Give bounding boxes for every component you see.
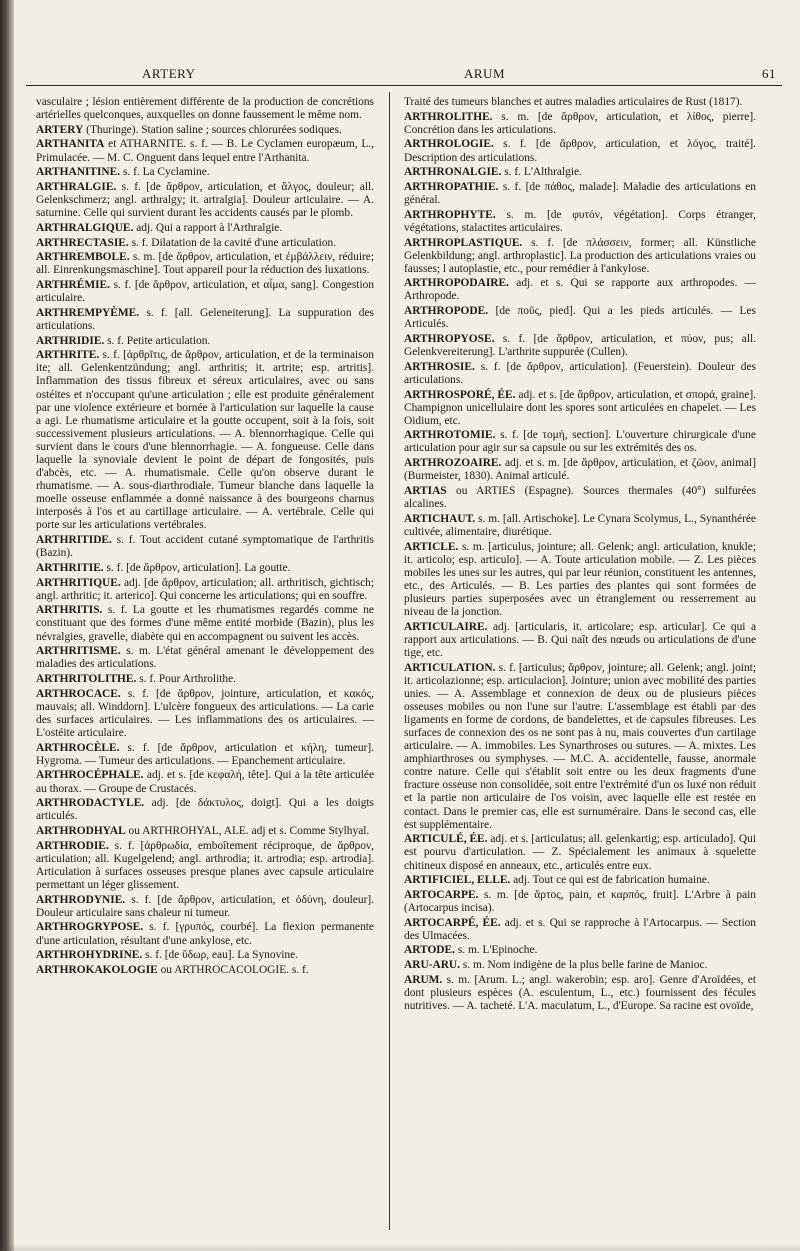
- entry-definition: s. f. [ἀρθρωδία, emboîtement réciproque, de ἄρθρον, articulation; all. Kugelgelend; angl. arthrodia; it. artrodia; esp. artrodia]. Articulation à surfaces osseuses presque planes avec capsule articulaire permettant un léger glissement.: [36, 839, 374, 891]
- dictionary-entry: [404, 166, 756, 179]
- entry-headword: ARTOCARPÉ, ÉE.: [404, 916, 501, 929]
- header-right-term: ARUM: [464, 66, 506, 81]
- dictionary-entry: [404, 361, 756, 387]
- entry-definition: s. f. [de πλάσσειν, former; all. Künstliche Gelenkbildung; angl. arthroplastic]. La production des articulations vraies ou fausses; l autoplastie, etc., pour remédier à l'ankylose.: [404, 236, 756, 275]
- dictionary-entry: [36, 562, 374, 575]
- dictionary-entry: [36, 921, 374, 947]
- entry-headword: ARTODE.: [404, 944, 455, 957]
- entry-headword: ARTHROGRYPOSE.: [36, 921, 144, 934]
- dictionary-entry: [404, 944, 756, 957]
- entry-definition: s. f. [de ἄρθρον, articulation]. (Feuerstein). Douleur des articulations.: [404, 360, 756, 386]
- entry-definition: adj. [de ἄρθρον, articulation; all. arthritisch, gichtisch; angl. arthritic; it. arterico]. Qui concerne les articulations; qui en souffre.: [36, 576, 374, 602]
- dictionary-entry: [36, 673, 374, 686]
- entry-headword: ARTHRITISME.: [36, 645, 121, 658]
- entry-definition: s. f. Tout accident cutané symptomatique de l'arthritis (Bazin).: [36, 534, 374, 560]
- entry-definition: Traité des tumeurs blanches et autres maladies articulaires de Rust (1817).: [404, 96, 743, 108]
- right-column: [404, 96, 756, 1236]
- entry-headword: ARTHRECTASIE.: [36, 236, 129, 249]
- dictionary-entry: [404, 209, 756, 235]
- dictionary-entry: [404, 833, 756, 872]
- entry-headword: ARTHROLOGIE.: [404, 138, 494, 151]
- dictionary-entry: [404, 974, 756, 1013]
- page-number: 61: [762, 66, 776, 81]
- dictionary-entry: [404, 662, 756, 832]
- entry-headword: ARTERY: [36, 123, 84, 136]
- entry-headword: ARTHRALGIE.: [36, 180, 117, 193]
- entry-definition: adj. [articularis, it. articolare; esp. articular]. Ce qui a rapport aux articulations. — B. Qui naît des nœuds ou articulations de d'une tige, etc.: [404, 620, 756, 659]
- dictionary-entry: [404, 111, 756, 137]
- entry-definition: adj. et s. Qui se rapproche à l'Artocarpus. — Section des Ulmacées.: [404, 916, 756, 942]
- entry-headword: ARTHREMPYÈME.: [36, 306, 140, 319]
- dictionary-entry: [36, 307, 374, 333]
- dictionary-entry: [36, 825, 374, 838]
- entry-definition: s. f. Pour Arthrolithe.: [136, 673, 237, 686]
- entry-headword: ARUM.: [404, 973, 443, 986]
- entry-definition: (Thuringe). Station saline ; sources chlorurées sodiques.: [83, 123, 342, 136]
- entry-definition: s. f. [de πάθος, malade]. Maladie des articulations en général.: [404, 180, 756, 207]
- entry-definition: adj. [de δάκτυλος, doigt]. Qui a les doigts articulés.: [36, 797, 374, 823]
- entry-headword: ARTHANITINE.: [36, 166, 121, 179]
- dictionary-entry: [36, 604, 374, 643]
- dictionary-entry: [36, 645, 374, 671]
- dictionary-entry: [36, 237, 374, 250]
- entry-definition: adj. et s. m. [de ἄρθρον, articulation, et ζῶον, animal] (Burmeister, 1830). Animal articulé.: [404, 457, 756, 483]
- entry-headword: ARTHRODACTYLE.: [36, 797, 145, 810]
- dictionary-entry: [36, 138, 374, 164]
- dictionary-entry: [404, 96, 756, 109]
- entry-headword: ARTHRITIS.: [36, 604, 103, 617]
- entry-definition: s. f. [articulus; ἄρθρον, jointure; all. Gelenk; angl. joint; it. articolazionne; esp. articulacion]. Jointure; union avec mobilité des parties unies. — A. Assemblage et connexion de deux ou de plusieurs pièces osseuses mobiles ou non l'une sur l'autre. L'assemblage est établi par des ligaments en forme de cordons, de bandelettes, et de capsules fibreuses. Les surfaces de connexion des os ne sont pas à nu, mais couvertes d'un cartilage articulaire. — A. immobiles. Les Synarthroses ou sutures. — A. mixtes. Les amphiarthroses ou symphyses. — M.C. A. accidentelle, fausse, anormale contre nature. Celle qui s'établit soit entre ou les deux fragments d'une fracture osseuse non consolidée, soit entre l'extrémité d'un os luxé non réduit et la partie non articulaire de l'os voisin, avec laquelle elle est restée en contact. Dans le premier cas, elle est surnuméraire. Dans le second cas, elle est supplémentaire.: [404, 661, 756, 831]
- entry-definition: ou ARTIES (Espagne). Sources thermales (40°) sulfurées alcalines.: [404, 484, 756, 511]
- entry-headword: ARTHRITIDE.: [36, 534, 112, 547]
- dictionary-entry: [404, 889, 756, 915]
- dictionary-entry: [36, 166, 374, 179]
- entry-definition: s. m. L'état général amenant le développement des maladies des articulations.: [36, 645, 374, 671]
- dictionary-entry: [36, 124, 374, 137]
- header-left-term: ARTERY: [142, 66, 196, 81]
- entry-definition: s. f. [de ὕδωρ, eau]. La Synovine.: [142, 949, 299, 962]
- entry-headword: ARTIFICIEL, ELLE.: [404, 874, 511, 887]
- entry-definition: s. f. [de τομή, section]. L'ouverture chirurgicale d'une articulation pour agir sur sa capsule ou sur les extrémités des os.: [404, 429, 756, 455]
- entry-headword: ARTICULAIRE.: [404, 620, 488, 633]
- entry-headword: ARTICLE.: [404, 540, 459, 553]
- dictionary-entry: [404, 333, 756, 359]
- dictionary-entry: [36, 742, 374, 768]
- dictionary-entry: [36, 349, 374, 532]
- dictionary-entry: [404, 277, 756, 303]
- entry-definition: adj. et s. Qui se rapporte aux arthropodes. — Arthropode.: [404, 277, 756, 303]
- dictionary-entry: [36, 797, 374, 823]
- entry-headword: ARTHROCACE.: [36, 687, 121, 700]
- entry-definition: adj. et s. [de κεφαλή, tête]. Qui a la tête articulée au thorax. — Groupe de Crustacés.: [36, 769, 374, 795]
- entry-definition: s. f. [de ἄρθρον, articulation, et αἷμα, sang]. Congestion articulaire.: [36, 278, 374, 305]
- entry-headword: ARTHROZOAIRE.: [404, 457, 502, 470]
- entry-definition: s. m. Nom indigène de la plus belle farine de Manioc.: [460, 959, 708, 972]
- entry-definition: [de ποῦς, pied]. Qui a les pieds articulés. — Les Articulés.: [404, 305, 756, 331]
- dictionary-entry: [36, 335, 374, 348]
- entry-headword: ARTHRALGIQUE.: [36, 221, 134, 234]
- entry-headword: ARTHROCÈLE.: [36, 741, 120, 754]
- entry-definition: s. m. [de ἄρθρον, articulation, et ἐμβάλλειν, réduire; all. Einrenkungsmaschine]. Tout appareil pour la réduction des luxations.: [36, 251, 374, 277]
- entry-definition: et ATHARNITE. s. f. — B. Le Cyclamen europæum, L., Primulacée. — M. C. Onguent dans lequel entre l'Arthanita.: [36, 138, 374, 164]
- dictionary-entry: [404, 389, 756, 428]
- entry-definition: s. f. [γρυπός, courbé]. La flexion permanente d'une articulation, résultant d'une ankylose, etc.: [36, 921, 374, 947]
- entry-definition: s. m. [articulus, jointure; all. Gelenk; angl. articulation, knukle; it. articolo; esp. articulo]. — A. Toute articulation mobile. — Z. Les pièces mobiles les unes sur les autres, qui par leur réunion, constituent les antennes, etc., des Articulés. — B. Les parties des plantes qui sont formées de plusieurs parties superposées avec un étranglement ou resserrement au niveau de la jonction.: [404, 540, 756, 618]
- entry-definition: s. f. [de ἄρθρον, articulation]. La goutte.: [103, 561, 291, 574]
- entry-headword: ARTHRITIE.: [36, 561, 104, 574]
- entry-definition: s. f. L'Althralgie.: [501, 166, 582, 179]
- entry-definition: s. f. [de ἄρθρον, jointure, articulation, et κακός, mauvais; all. Winddorn]. L'ulcère fongueux des articulations. — La carie des surfaces articulaires. — Les inflammations des os articulaires. — L'ostéite articulaire.: [36, 687, 374, 739]
- dictionary-entry: [36, 96, 374, 122]
- entry-headword: ARTHROTOMIE.: [404, 429, 496, 442]
- entry-definition: ou ARTHROCACOLOGIE. s. f.: [157, 963, 309, 976]
- entry-definition: vasculaire ; lésion entièrement différente de la production de concrétions artérielles quelconques, auxquelles on donne faussement le même nom.: [36, 96, 374, 122]
- entry-definition: adj. et s. [de ἄρθρον, articulation, et σπορά, graine]. Champignon unicellulaire dont les spores sont articulées en chapelet. — Les Oidium, etc.: [404, 388, 756, 427]
- entry-definition: s. m. L'Epinoche.: [454, 944, 538, 957]
- entry-definition: s. m. [de φυτόν, végétation]. Corps étranger, végétations, stalactites articulaires.: [404, 208, 756, 234]
- entry-headword: ARTHRÉMIE.: [36, 278, 110, 291]
- entry-definition: s. m. [de ἄρθρον, articulation, et λίθος, pierre]. Concrétion dans les articulations.: [404, 110, 756, 136]
- dictionary-entry: [404, 485, 756, 511]
- entry-definition: s. f. [de ἄρθρον, articulation, et ἄλγος, douleur; all. Gelenkschmerz; angl. arthralgy; it. artralgia]. Douleur articulaire. — A. saturnine. Celle qui survient durant les accidents causés par le plomb.: [36, 180, 374, 220]
- entry-headword: ARTHROCÉPHALE.: [36, 769, 144, 782]
- page-binding-edge: [0, 0, 14, 1251]
- dictionary-entry: [36, 251, 374, 277]
- entry-definition: s. f. [all. Geleneiterung]. La suppuration des articulations.: [36, 306, 374, 332]
- dictionary-entry: [404, 874, 756, 887]
- entry-headword: ARTHROPHYTE.: [404, 208, 496, 221]
- entry-definition: s. f. [de ἄρθρον, articulation, et πύον, pus; all. Gelenkvereiterung]. L'arthrite suppurée (Cullen).: [404, 332, 756, 359]
- entry-definition: s. m. [de ἄρτος, pain, et καρπός, fruit]. L'Arbre à pain (Artocarpus incisa).: [404, 888, 756, 914]
- entry-definition: adj. et s. [articulatus; all. gelenkartig; esp. articulado]. Qui est pourvu d'articulation. — Z. Spécialement les animaux à squelette chitineux disposé en anneaux, etc., articulés entre eux.: [404, 833, 756, 872]
- entry-definition: s. f. La goutte et les rhumatismes regardés comme ne constituant que des formes d'une même entité morbide (Bazin), plus les névralgies, gravelle, diabète qui en accompagnent ou suivent les accès.: [36, 604, 374, 643]
- entry-headword: ARTOCARPE.: [404, 888, 479, 901]
- entry-definition: s. f. Petite articulation.: [104, 334, 211, 347]
- entry-headword: ARTHRONALGIE.: [404, 166, 502, 179]
- header-rule: [26, 85, 782, 86]
- dictionary-entry: [36, 840, 374, 892]
- entry-definition: s. m. [Arum. L.; angl. wakerobin; esp. aro]. Genre d'Aroïdées, et dont plusieurs espèces (A. esculentum, L., etc.) fournissent des fécules nutritives. — A. tacheté. L'A. maculatum, L., d'Europe. Sa racine est ovoïde,: [404, 973, 756, 1013]
- entry-headword: ARTHANITA: [36, 138, 105, 151]
- entry-definition: s. f. Dilatation de la cavité d'une articulation.: [128, 236, 337, 249]
- dictionary-entry: [36, 181, 374, 220]
- dictionary-entry: [404, 138, 756, 164]
- entry-headword: ARTHROPODAIRE.: [404, 277, 509, 290]
- dictionary-entry: [404, 959, 756, 972]
- dictionary-entry: [36, 964, 374, 977]
- dictionary-entry: [404, 237, 756, 276]
- dictionary-entry: [36, 534, 374, 560]
- dictionary-entry: [404, 305, 756, 331]
- entry-headword: ARTICULÉ, ÉE.: [404, 833, 488, 846]
- entry-headword: ARTHRITIQUE.: [36, 576, 121, 589]
- dictionary-entry: [404, 513, 756, 539]
- dictionary-entry: [404, 181, 756, 207]
- dictionary-entry: [404, 457, 756, 483]
- entry-definition: s. f. La Cyclamine.: [120, 166, 210, 179]
- entry-definition: s. m. [all. Artischoke]. Le Cynara Scolymus, L., Synanthérée cultivée, alimentaire, diurétique.: [404, 512, 756, 538]
- dictionary-entry: [36, 688, 374, 740]
- entry-headword: ARTHROSPORÉ, ÉE.: [404, 388, 516, 401]
- entry-definition: s. f. [de ἄρθρον, articulation et κήλη, tumeur]. Hygroma. — Tumeur des articulations. — Epanchement articulaire.: [36, 741, 374, 767]
- entry-headword: ARTHROLITHE.: [404, 110, 493, 123]
- entry-definition: adj. Qui a rapport à l'Arthralgie.: [133, 221, 283, 234]
- entry-headword: ARTHROHYDRINE.: [36, 949, 143, 962]
- dictionary-entry: [36, 222, 374, 235]
- dictionary-entry: [404, 621, 756, 660]
- entry-headword: ARTICULATION.: [404, 661, 496, 674]
- entry-headword: ARTIAS: [404, 484, 447, 497]
- entry-headword: ARTHROPLASTIQUE.: [404, 236, 523, 249]
- dictionary-entry: [36, 279, 374, 305]
- entry-headword: ARTICHAUT.: [404, 512, 476, 525]
- entry-headword: ARTHRITOLITHE.: [36, 673, 137, 686]
- dictionary-entry: [36, 949, 374, 962]
- entry-headword: ARTHROPYOSE.: [404, 332, 495, 345]
- page-bottom-shadow: [0, 1243, 800, 1251]
- entry-headword: ARTHROPATHIE.: [404, 180, 499, 193]
- column-divider: [389, 92, 390, 1230]
- entry-headword: ARTHROSIE.: [404, 360, 475, 373]
- entry-definition: ou ARTHROHYAL, ALE. adj et s. Comme Stylhyal.: [125, 825, 370, 838]
- entry-headword: ARTHRIDIE.: [36, 334, 105, 347]
- dictionary-entry: [404, 541, 756, 620]
- entry-definition: s. f. [de ἄρθρον, articulation, et ὀδύνη, douleur]. Douleur articulaire sans chaleur ni tumeur.: [36, 893, 374, 919]
- entry-definition: adj. Tout ce qui est de fabrication humaine.: [510, 874, 710, 887]
- entry-definition: s. f. [de ἄρθρον, articulation, et λόγος, traité]. Description des articulations.: [404, 138, 756, 164]
- dictionary-entry: [36, 577, 374, 603]
- dictionary-entry: [36, 769, 374, 795]
- dictionary-entry: [404, 917, 756, 943]
- dictionary-entry: [404, 429, 756, 455]
- entry-headword: ARTHRODYNIE.: [36, 893, 126, 906]
- dictionary-entry: [36, 894, 374, 920]
- entry-headword: ARTHROPODE.: [404, 305, 489, 318]
- entry-headword: ARTHRODIE.: [36, 839, 109, 852]
- left-column: [36, 96, 374, 1236]
- entry-headword: ARU-ARU.: [404, 959, 460, 972]
- entry-headword: ARTHROKAKOLOGIE: [36, 963, 158, 976]
- entry-definition: s. f. [ἀρθρῖτις, de ἄρθρον, articulation, et de la terminaison ite; all. Gelenkentzündung; angl. arthritis; it. artrite; esp. artritis]. Inflammation des tissus fibreux et séreux articulaires, avec ou sans ostéites et n'occupant qu'une articulation ; elle est produite généralement par une violence extérieure et bornée à l'articulation sur laquelle la cause a agi. Le rhumatisme articulaire et la goutte occupent, soit à la fois, soit successivement plusieurs articulations. — A. blennorrhagique. Celle qui survient dans le cours d'une blennorrhagie. — A. fongueuse. Celle dans laquelle la synoviale devient le point de départ de fongosités, puis d'abcès, etc. — A. rhumatismale. Celle qu'on observe durant le rhumatisme. — A. sous-diarthrodiale. Tumeur blanche dans laquelle la moelle osseuse enflammée a donné naissance à des bourgeons charnus interposés à l'os et au cartillage articulaire. — A. vertébrale. Celle qui porte sur les articulations vertébrales.: [36, 349, 374, 532]
- entry-headword: ARTHRODHYAL: [36, 825, 126, 838]
- entry-headword: ARTHRITE.: [36, 349, 100, 362]
- entry-headword: ARTHREMBOLE.: [36, 251, 130, 264]
